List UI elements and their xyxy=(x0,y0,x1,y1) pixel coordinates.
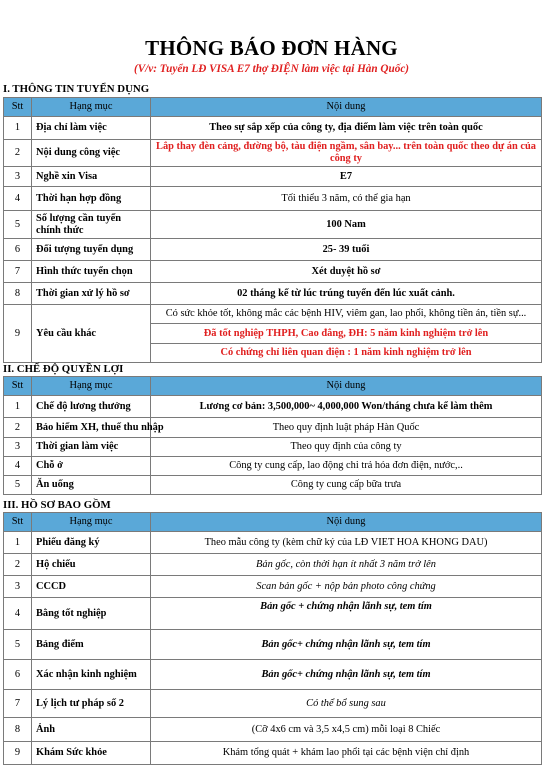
section-1-heading: I. THÔNG TIN TUYỂN DỤNG xyxy=(3,83,150,95)
row-stt: 5 xyxy=(4,211,32,239)
table-row xyxy=(4,187,542,211)
row-content: 100 Nam xyxy=(151,211,542,239)
table-row xyxy=(4,396,542,418)
row-content: Theo quy định của công ty xyxy=(151,438,542,457)
row-content: Có thể bổ sung sau xyxy=(151,690,542,718)
document-subtitle: (V/v: Tuyển LĐ VISA E7 thợ ĐIỆN làm việc tại Hàn Quốc) xyxy=(133,63,410,75)
documents-table xyxy=(3,512,542,765)
row-category: Thời gian xử lý hồ sơ xyxy=(32,283,151,305)
table-row xyxy=(4,476,542,495)
row-category: Bằng tốt nghiệp xyxy=(32,598,151,630)
row-stt: 7 xyxy=(4,261,32,283)
row-content: Khám tổng quát + khám lao phổi tại các bệnh viện chỉ định xyxy=(151,742,542,765)
row-category: Thời hạn hợp đồng xyxy=(32,187,151,211)
table-row xyxy=(4,660,542,690)
requirement-line: Đã tốt nghiệp THPH, Cao đẳng, ĐH: 5 năm kinh nghiệm trở lên xyxy=(151,324,541,344)
row-content: Bản gốc+ chứng nhận lãnh sự, tem tím xyxy=(151,660,542,690)
table-row xyxy=(4,211,542,239)
section-3-heading: III. HỒ SƠ BAO GỒM xyxy=(3,499,111,511)
recruitment-info-table xyxy=(3,97,542,363)
row-content: Công ty cung cấp, lao động chi trả hóa đơn điện, nước,.. xyxy=(151,457,542,476)
table-row xyxy=(4,598,542,630)
table-header-row xyxy=(4,513,542,532)
row-stt: 3 xyxy=(4,167,32,187)
row-stt: 3 xyxy=(4,576,32,598)
row-stt: 9 xyxy=(4,742,32,765)
table-row xyxy=(4,261,542,283)
row-stt: 8 xyxy=(4,283,32,305)
row-category: Hình thức tuyển chọn xyxy=(32,261,151,283)
row-content: 25- 39 tuổi xyxy=(151,239,542,261)
table-row xyxy=(4,418,542,438)
row-content: Theo sự sắp xếp của công ty, địa điểm làm việc trên toàn quốc xyxy=(151,117,542,140)
section-2-heading: II. CHẾ ĐỘ QUYỀN LỢI xyxy=(3,363,124,375)
row-category: Chế độ lương thưởng xyxy=(32,396,151,418)
table-row xyxy=(4,532,542,554)
row-content: Bản gốc+ chứng nhận lãnh sự, tem tím xyxy=(151,630,542,660)
header-content: Nội dung xyxy=(151,98,542,117)
row-content: Xét duyệt hồ sơ xyxy=(151,261,542,283)
row-content: Scan bản gốc + nộp bản photo công chứng xyxy=(151,576,542,598)
row-content: Theo mẫu công ty (kèm chữ ký của LĐ VIET HOA KHONG DAU) xyxy=(151,532,542,554)
table-row xyxy=(4,630,542,660)
header-category: Hạng mục xyxy=(32,98,151,117)
row-stt: 1 xyxy=(4,396,32,418)
header-category: Hạng mục xyxy=(32,377,151,396)
table-row xyxy=(4,576,542,598)
row-category: Ảnh xyxy=(32,718,151,742)
table-row xyxy=(4,690,542,718)
row-category: Hộ chiếu xyxy=(32,554,151,576)
row-category: Thời gian làm việc xyxy=(32,438,151,457)
table-row xyxy=(4,742,542,765)
table-row xyxy=(4,117,542,140)
table-row xyxy=(4,718,542,742)
row-category: Nghề xin Visa xyxy=(32,167,151,187)
header-stt: Stt xyxy=(4,98,32,117)
row-category: Đối tượng tuyển dụng xyxy=(32,239,151,261)
row-content: Lương cơ bản: 3,500,000~ 4,000,000 Won/tháng chưa kể làm thêm xyxy=(151,396,542,418)
table-row xyxy=(4,239,542,261)
requirement-line: Có sức khỏe tốt, không mắc các bệnh HIV, viêm gan, lao phổi, không tiền án, tiền sự... xyxy=(151,305,541,324)
row-category: CCCD xyxy=(32,576,151,598)
row-stt: 9 xyxy=(4,305,32,363)
row-content: Bản gốc + chứng nhận lãnh sự, tem tím xyxy=(151,598,542,630)
row-content: E7 xyxy=(151,167,542,187)
row-stt: 8 xyxy=(4,718,32,742)
row-category: Số lượng cần tuyển chính thức xyxy=(32,211,151,239)
benefits-table xyxy=(3,376,542,495)
row-stt: 4 xyxy=(4,457,32,476)
table-row xyxy=(4,283,542,305)
row-stt: 4 xyxy=(4,187,32,211)
row-content: Công ty cung cấp bữa trưa xyxy=(151,476,542,495)
row-stt: 6 xyxy=(4,660,32,690)
row-category: Phiếu đăng ký xyxy=(32,532,151,554)
table-header-row xyxy=(4,377,542,396)
row-stt: 2 xyxy=(4,418,32,438)
header-stt: Stt xyxy=(4,513,32,532)
row-stt: 5 xyxy=(4,630,32,660)
requirement-line: Có chứng chỉ liên quan điện : 1 năm kinh nghiệm trở lên xyxy=(220,347,472,358)
document-title: THÔNG BÁO ĐƠN HÀNG xyxy=(145,36,398,60)
table-row xyxy=(4,305,542,363)
row-content: Bản gốc, còn thời hạn ít nhất 3 năm trở lên xyxy=(151,554,542,576)
row-stt: 3 xyxy=(4,438,32,457)
row-content: Theo quy định luật pháp Hàn Quốc xyxy=(151,418,542,438)
row-content: 02 tháng kể từ lúc trúng tuyển đến lúc xuất cảnh. xyxy=(151,283,542,305)
header-content: Nội dung xyxy=(151,513,542,532)
row-stt: 1 xyxy=(4,532,32,554)
table-row xyxy=(4,167,542,187)
row-category: Bảng điểm xyxy=(32,630,151,660)
row-category: Địa chỉ làm việc xyxy=(32,117,151,140)
row-category: Chỗ ở xyxy=(32,457,151,476)
row-stt: 5 xyxy=(4,476,32,495)
row-content: Tối thiểu 3 năm, có thể gia hạn xyxy=(151,187,542,211)
row-category: Lý lịch tư pháp số 2 xyxy=(32,690,151,718)
row-content: Lắp thay đèn cảng, đường bộ, tàu điện ngầm, sân bay... trên toàn quốc theo dự án của công ty xyxy=(151,140,542,167)
table-header-row xyxy=(4,98,542,117)
row-category: Yêu cầu khác xyxy=(32,305,151,363)
header-content: Nội dung xyxy=(151,377,542,396)
row-stt: 2 xyxy=(4,140,32,167)
row-stt: 6 xyxy=(4,239,32,261)
table-row xyxy=(4,140,542,167)
row-category: Ăn uống xyxy=(32,476,151,495)
row-category: Xác nhận kinh nghiệm xyxy=(32,660,151,690)
table-row xyxy=(4,554,542,576)
row-category: Khám Sức khỏe xyxy=(32,742,151,765)
header-stt: Stt xyxy=(4,377,32,396)
row-stt: 7 xyxy=(4,690,32,718)
header-category: Hạng mục xyxy=(32,513,151,532)
table-row xyxy=(4,457,542,476)
row-stt: 4 xyxy=(4,598,32,630)
table-row xyxy=(4,438,542,457)
row-stt: 1 xyxy=(4,117,32,140)
row-content-stack xyxy=(151,305,542,363)
row-content: (Cỡ 4x6 cm và 3,5 x4,5 cm) mỗi loại 8 Chiếc xyxy=(151,718,542,742)
row-category: Nội dung công việc xyxy=(32,140,151,167)
row-category: Bảo hiểm XH, thuế thu nhập xyxy=(32,418,151,438)
row-stt: 2 xyxy=(4,554,32,576)
